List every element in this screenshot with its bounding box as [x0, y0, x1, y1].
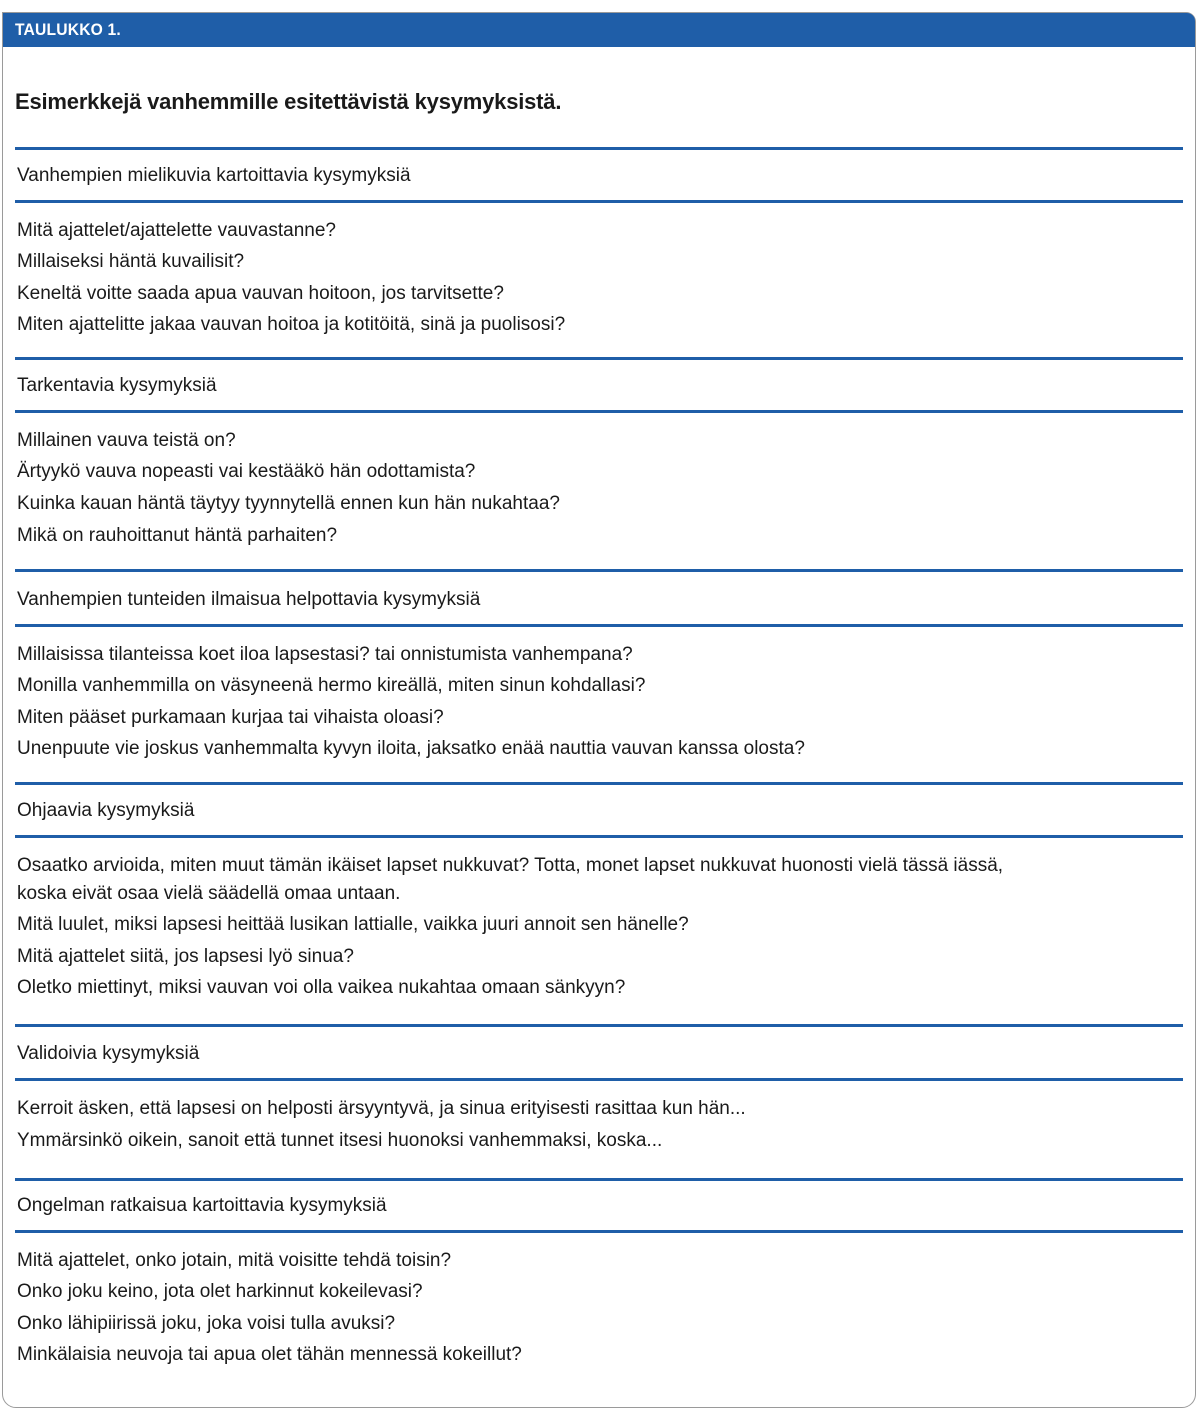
question-line: Unenpuute vie joskus vanhemmalta kyvyn iloita, jaksatko enää nauttia vauvan kanssa olosta?: [17, 738, 805, 759]
section-divider: [15, 569, 1183, 572]
section-heading: Vanhempien tunteiden ilmaisua helpottavia kysymyksiä: [17, 589, 481, 610]
section-divider: [15, 1024, 1183, 1027]
question-line: Kerroit äsken, että lapsesi on helposti ärsyyntyvä, ja sinua erityisesti rasittaa kun hän...: [17, 1098, 746, 1119]
question-line: Onko joku keino, jota olet harkinnut kokeilevasi?: [17, 1281, 423, 1302]
question-line: Miten pääset purkamaan kurjaa tai vihaista oloasi?: [17, 707, 444, 728]
question-line: Onko lähipiirissä joku, joka voisi tulla avuksi?: [17, 1313, 396, 1334]
table-box: [2, 12, 1196, 1408]
question-line: koska eivät osaa vielä säädellä omaa untaan.: [17, 883, 401, 904]
question-line: Ärtyykö vauva nopeasti vai kestääkö hän odottamista?: [17, 461, 476, 482]
question-line: Millaisissa tilanteissa koet iloa lapsestasi? tai onnistumista vanhempana?: [17, 644, 633, 665]
question-line: Kuinka kauan häntä täytyy tyynnytellä ennen kun hän nukahtaa?: [17, 493, 560, 514]
table-title: Esimerkkejä vanhemmille esitettävistä kysymyksistä.: [15, 89, 562, 114]
question-line: Millaiseksi häntä kuvailisit?: [17, 251, 245, 272]
section-heading: Validoivia kysymyksiä: [17, 1043, 200, 1064]
question-line: Keneltä voitte saada apua vauvan hoitoon, jos tarvitsette?: [17, 283, 504, 304]
section-divider: [15, 1178, 1183, 1181]
question-line: Minkälaisia neuvoja tai apua olet tähän mennessä kokeillut?: [17, 1344, 522, 1365]
question-line: Millainen vauva teistä on?: [17, 430, 236, 451]
question-line: Mitä ajattelet, onko jotain, mitä voisitte tehdä toisin?: [17, 1250, 452, 1271]
question-line: Mitä luulet, miksi lapsesi heittää lusikan lattialle, vaikka juuri annoit sen hänelle?: [17, 914, 689, 935]
table-label: TAULUKKO 1.: [14, 20, 121, 39]
section-heading: Tarkentavia kysymyksiä: [17, 375, 217, 396]
section-divider: [15, 357, 1183, 360]
question-line: Osaatko arvioida, miten muut tämän ikäiset lapset nukkuvat? Totta, monet lapset nukkuvat huonosti vielä tässä iässä,: [17, 855, 1004, 876]
table-header-bar: [3, 13, 1195, 47]
section-divider: [15, 147, 1183, 150]
section-heading-divider: [15, 835, 1183, 838]
section-heading: Ohjaavia kysymyksiä: [17, 800, 195, 821]
section-heading-divider: [15, 200, 1183, 203]
question-line: Monilla vanhemmilla on väsyneenä hermo kireällä, miten sinun kohdallasi?: [17, 675, 646, 696]
section-heading-divider: [15, 624, 1183, 627]
section-heading: Vanhempien mielikuvia kartoittavia kysymyksiä: [17, 165, 411, 186]
section-heading: Ongelman ratkaisua kartoittavia kysymyksiä: [17, 1195, 387, 1216]
question-line: Oletko miettinyt, miksi vauvan voi olla vaikea nukahtaa omaan sänkyyn?: [17, 977, 626, 998]
question-line: Mikä on rauhoittanut häntä parhaiten?: [17, 525, 338, 546]
section-heading-divider: [15, 410, 1183, 413]
section-heading-divider: [15, 1078, 1183, 1081]
question-line: Ymmärsinkö oikein, sanoit että tunnet itsesi huonoksi vanhemmaksi, koska...: [17, 1130, 663, 1151]
question-line: Mitä ajattelet/ajattelette vauvastanne?: [17, 220, 336, 241]
question-line: Mitä ajattelet siitä, jos lapsesi lyö sinua?: [17, 946, 354, 967]
question-line: Miten ajattelitte jakaa vauvan hoitoa ja kotitöitä, sinä ja puolisosi?: [17, 314, 566, 335]
section-heading-divider: [15, 1230, 1183, 1233]
section-divider: [15, 782, 1183, 785]
